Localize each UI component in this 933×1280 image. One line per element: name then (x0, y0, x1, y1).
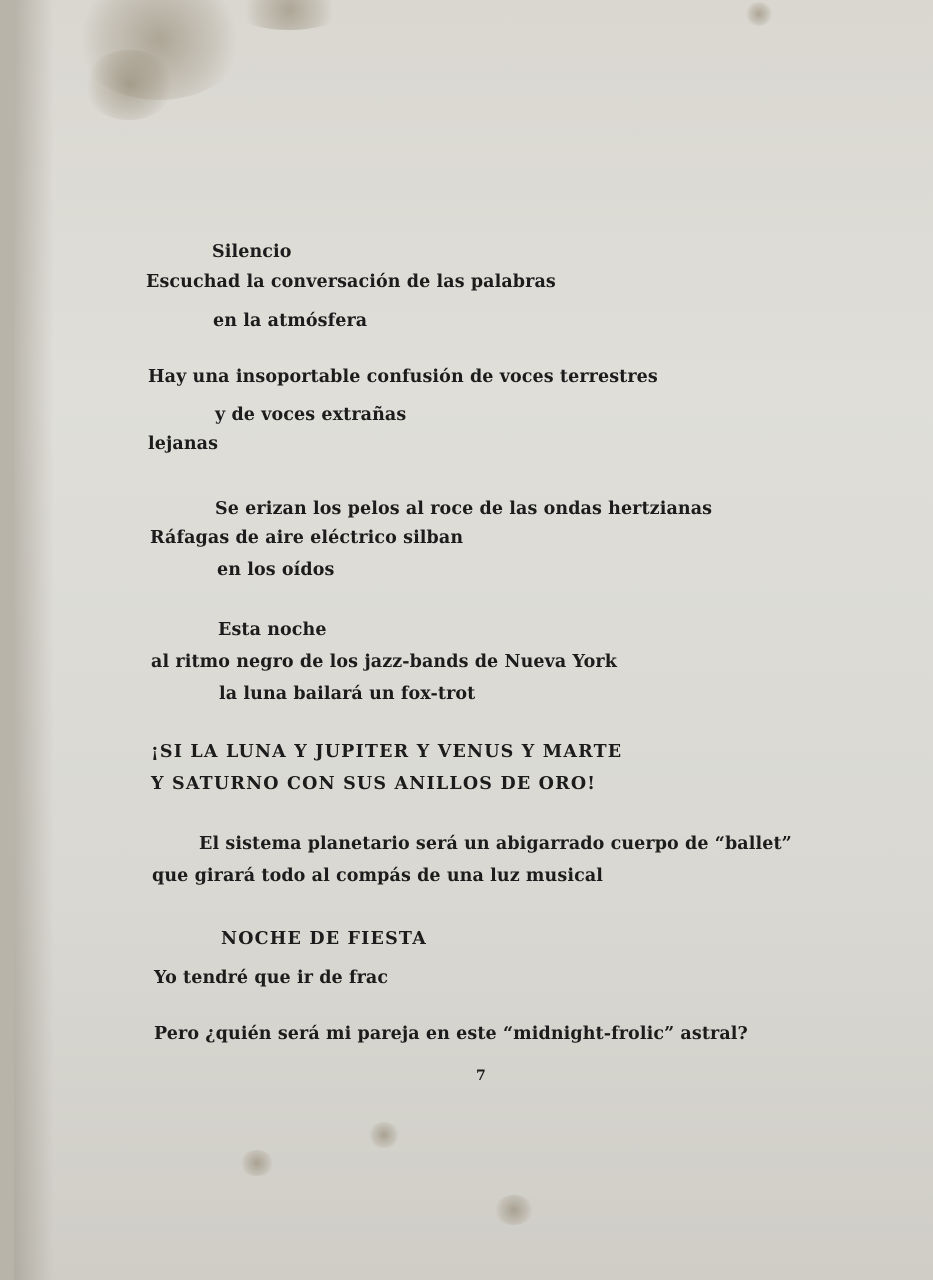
poem-line: Escuchad la conversación de las palabras (146, 272, 556, 292)
paper-stain (234, 0, 344, 30)
poem-line: ¡SI LA LUNA Y JUPITER Y VENUS Y MARTE (151, 742, 623, 762)
poem-line: Ráfagas de aire eléctrico silban (150, 528, 464, 548)
book-page (14, 0, 933, 1280)
poem-line: Silencio (212, 242, 292, 262)
poem-line: en la atmósfera (213, 311, 368, 331)
poem-line: lejanas (148, 434, 219, 454)
poem-line: NOCHE DE FIESTA (221, 929, 427, 949)
poem-line: al ritmo negro de los jazz-bands de Nueva York (151, 652, 617, 672)
poem-line: Y SATURNO CON SUS ANILLOS DE ORO! (151, 774, 597, 794)
poem-line: que girará todo al compás de una luz musical (152, 866, 604, 886)
poem-line: Esta noche (218, 620, 327, 640)
paper-stain (240, 1150, 274, 1176)
page-number: 7 (476, 1068, 486, 1084)
poem-line: El sistema planetario será un abigarrado cuerpo de “ballet” (199, 834, 792, 854)
poem-line: Pero ¿quién será mi pareja en este “midnight-frolic” astral? (154, 1024, 748, 1044)
paper-stain (746, 2, 772, 26)
paper-stain (369, 1122, 399, 1148)
poem-line: Hay una insoportable confusión de voces terrestres (148, 367, 658, 387)
page-gutter-shadow (14, 0, 54, 1280)
paper-stain (494, 1195, 534, 1225)
poem-line: en los oídos (217, 560, 335, 580)
poem-line: Yo tendré que ir de frac (154, 968, 389, 988)
poem-line: la luna bailará un fox-trot (219, 684, 476, 704)
poem-line: y de voces extrañas (215, 405, 407, 425)
poem-line: Se erizan los pelos al roce de las ondas hertzianas (215, 499, 713, 519)
paper-stain (84, 50, 174, 120)
